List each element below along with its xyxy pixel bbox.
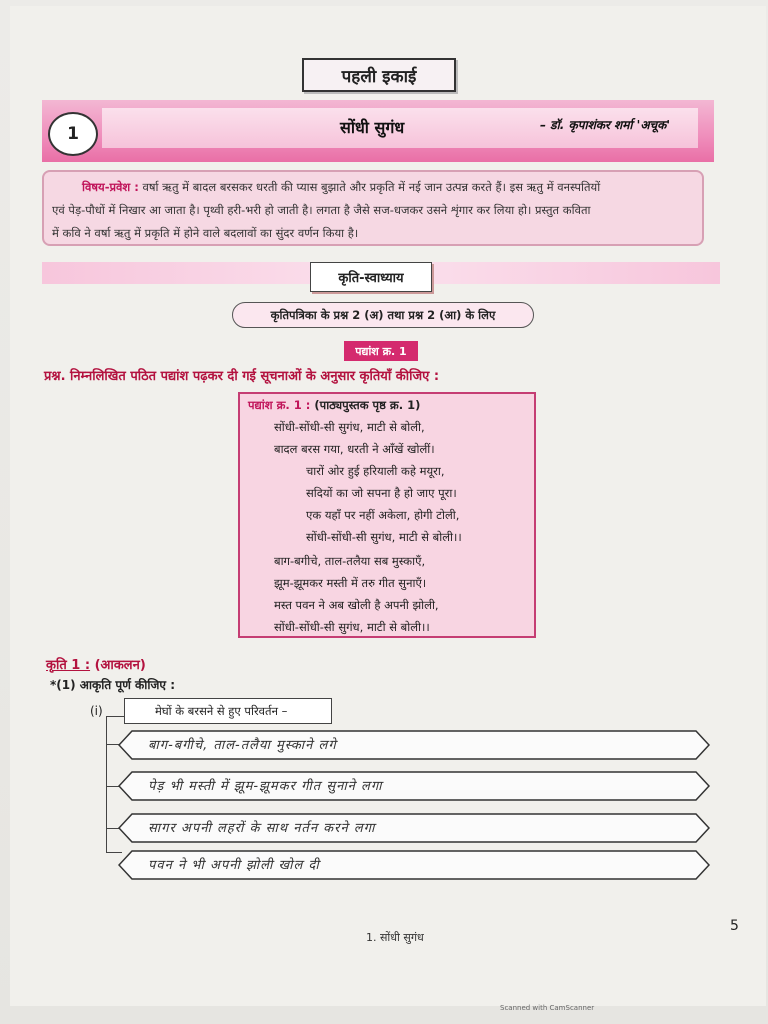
passage-tag: पद्यांश क्र. 1 [344, 341, 418, 361]
lesson-number: 1 [48, 112, 98, 156]
answer-text-2: पेड़ भी मस्ती में झूम-झूमकर गीत सुनाने लगा [148, 779, 383, 794]
poem-line-7: बाग-बगीचे, ताल-तलैया सब मुस्काएँ, [274, 554, 426, 568]
connector-top [106, 716, 124, 717]
kriti-type: (आकलन) [94, 658, 146, 673]
intro-box [42, 170, 704, 246]
answer-text-1: बाग-बगीचे, ताल-तलैया मुस्काने लगे [148, 738, 337, 753]
kriti-roman-numeral: (i) [90, 704, 103, 718]
answer-box-1 [118, 730, 710, 760]
question-text: प्रश्न. निम्नलिखित पठित पद्यांश पढ़कर दी गई सूचनाओं के अनुसार कृतियाँ कीजिए : [44, 369, 440, 384]
intro-line-1 [52, 176, 694, 199]
poem-line-4: सदियों का जो सपना है हो जाए पूरा। [306, 486, 457, 500]
poem-box [238, 392, 536, 638]
intro-label: विषय-प्रवेश : [82, 180, 139, 194]
intro-line-3: में कवि ने वर्षा ऋतु में प्रकृति में होने वाले बदलावों का सुंदर वर्णन किया है। [52, 226, 359, 240]
scanner-watermark: Scanned with CamScanner [500, 1004, 595, 1012]
lesson-title: सोंधी सुगंध [340, 118, 405, 137]
kriti-task: *(1) आकृति पूर्ण कीजिए : [50, 678, 175, 692]
answer-text-3: सागर अपनी लहरों के साथ नर्तन करने लगा [148, 821, 376, 836]
connector-top-vertical [106, 716, 107, 740]
poem-line-8: झूम-झूमकर मस्ती में तरु गीत सुनाएँ। [274, 576, 427, 590]
poem-line-10: सोंधी-सोंधी-सी सुगंध, माटी से बोली।। [274, 620, 430, 634]
poem-line-5: एक यहाँ पर नहीं अकेला, होगी टोली, [306, 508, 460, 522]
unit-title: पहली इकाई [302, 58, 456, 92]
kriti-heading [46, 655, 146, 673]
poem-line-9: मस्त पवन ने अब खोली है अपनी झोली, [274, 598, 439, 612]
answer-box-2 [118, 771, 710, 801]
answer-text-4: पवन ने भी अपनी झोली खोल दी [148, 858, 320, 873]
footer-lesson-title: 1. सोंधी सुगंध [366, 931, 424, 944]
intro-text-1: वर्षा ऋतु में बादल बरसकर धरती की प्यास बुझाते और प्रकृति में नई जान उत्पन्न करते हैं। इस ऋतु में वनस्पतियों [142, 180, 601, 194]
answer-box-3 [118, 813, 710, 843]
poem-heading [248, 398, 420, 413]
page-number: 5 [730, 918, 739, 934]
lesson-author: – डॉ. कृपाशंकर शर्मा 'अचूक' [540, 118, 671, 132]
poem-head-ref: (पाठ्यपुस्तक पृष्ठ क्र. 1) [314, 398, 421, 412]
section-title: कृति-स्वाध्याय [310, 262, 432, 292]
poem-line-1: सोंधी-सोंधी-सी सुगंध, माटी से बोली, [274, 420, 425, 434]
kriti-label: कृति 1 : [46, 658, 91, 673]
poem-line-3: चारों ओर हुई हरियाली कहे मयूरा, [306, 464, 445, 478]
poem-line-6: सोंधी-सोंधी-सी सुगंध, माटी से बोली।। [306, 530, 462, 544]
poem-head-label: पद्यांश क्र. 1 : [248, 398, 311, 412]
answer-box-4 [118, 850, 710, 880]
section-subtitle: कृतिपत्रिका के प्रश्न 2 (अ) तथा प्रश्न 2 (आ) के लिए [232, 302, 534, 328]
intro-line-2: एवं पेड़-पौधों में निखार आ जाता है। पृथ्वी हरी-भरी हो जाती है। लगता है जैसे सज-धजकर उसने शृंगार कर लिया हो। प्रस्तुत कविता [52, 203, 591, 217]
poem-line-2: बादल बरस गया, धरती ने आँखें खोलीं। [274, 442, 435, 456]
mind-map-center: मेघों के बरसने से हुए परिवर्तन – [124, 698, 332, 724]
connector-vertical [106, 740, 107, 852]
